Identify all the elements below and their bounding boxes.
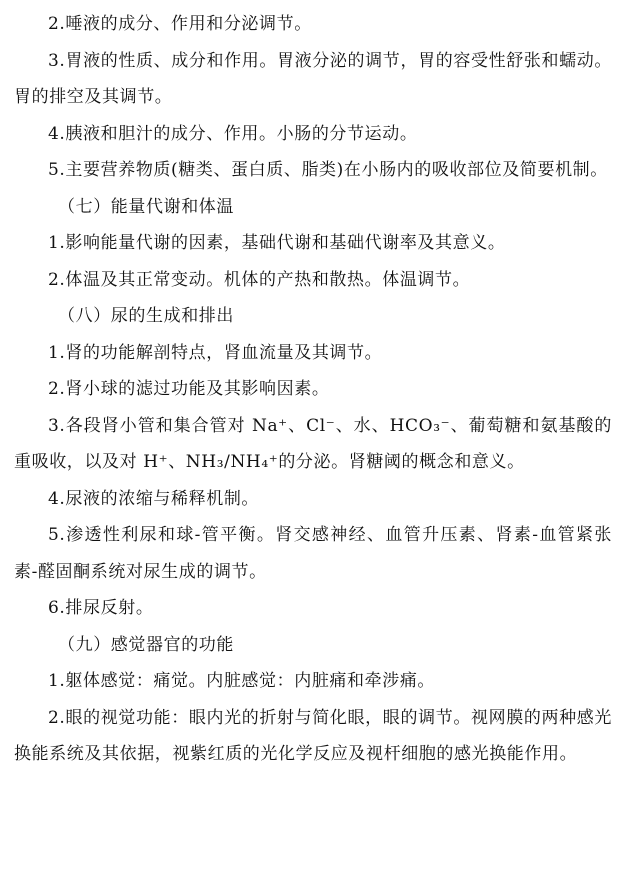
item-kidney-anatomy: 1.肾的功能解剖特点，肾血流量及其调节。 — [48, 342, 383, 363]
section-heading-sensory-organs: （九）感觉器官的功能 — [58, 634, 234, 655]
item-somatic-sensation: 1.躯体感觉：痛觉。内脏感觉：内脏痛和牵涉痛。 — [48, 671, 436, 691]
item-urine-concentration: 4.尿液的浓缩与稀释机制。 — [48, 488, 260, 509]
item-visual-function: 2.眼的视觉功能：眼内光的折射与简化眼，眼的调节。视网膜的两种感光换能系统及其依据，视紫红质的光化学反应及视杆细胞的感光换能作用。 — [14, 707, 612, 764]
item-energy-factors: 1.影响能量代谢的因素，基础代谢和基础代谢率及其意义。 — [48, 233, 506, 253]
item-saliva: 2.唾液的成分、作用和分泌调节。 — [48, 14, 312, 34]
item-gastric-juice: 3.胃液的性质、成分和作用。胃液分泌的调节，胃的容受性舒张和蠕动。胃的排空及其调节。 — [14, 50, 612, 107]
item-glomerular-filtration: 2.肾小球的滤过功能及其影响因素。 — [48, 379, 330, 399]
item-nutrient-absorption: 5.主要营养物质(糖类、蛋白质、脂类)在小肠内的吸收部位及简要机制。 — [48, 160, 608, 180]
item-body-temperature: 2.体温及其正常变动。机体的产热和散热。体温调节。 — [48, 269, 471, 290]
item-micturition-reflex: 6.排尿反射。 — [48, 598, 154, 618]
section-heading-urine: （八）尿的生成和排出 — [58, 306, 234, 326]
item-osmotic-diuresis: 5.渗透性利尿和球-管平衡。肾交感神经、血管升压素、肾素-血管紧张素-醛固酮系统对尿生成的调节。 — [14, 525, 612, 582]
section-heading-energy-metabolism: （七）能量代谢和体温 — [58, 196, 234, 217]
item-pancreatic-bile: 4.胰液和胆汁的成分、作用。小肠的分节运动。 — [48, 123, 418, 144]
item-tubular-reabsorption: 3.各段肾小管和集合管对 Na⁺、Cl⁻、水、HCO₃⁻、葡萄糖和氨基酸的重吸收，以及对 H⁺、NH₃/NH₄⁺的分泌。肾糖阈的概念和意义。 — [14, 415, 612, 472]
